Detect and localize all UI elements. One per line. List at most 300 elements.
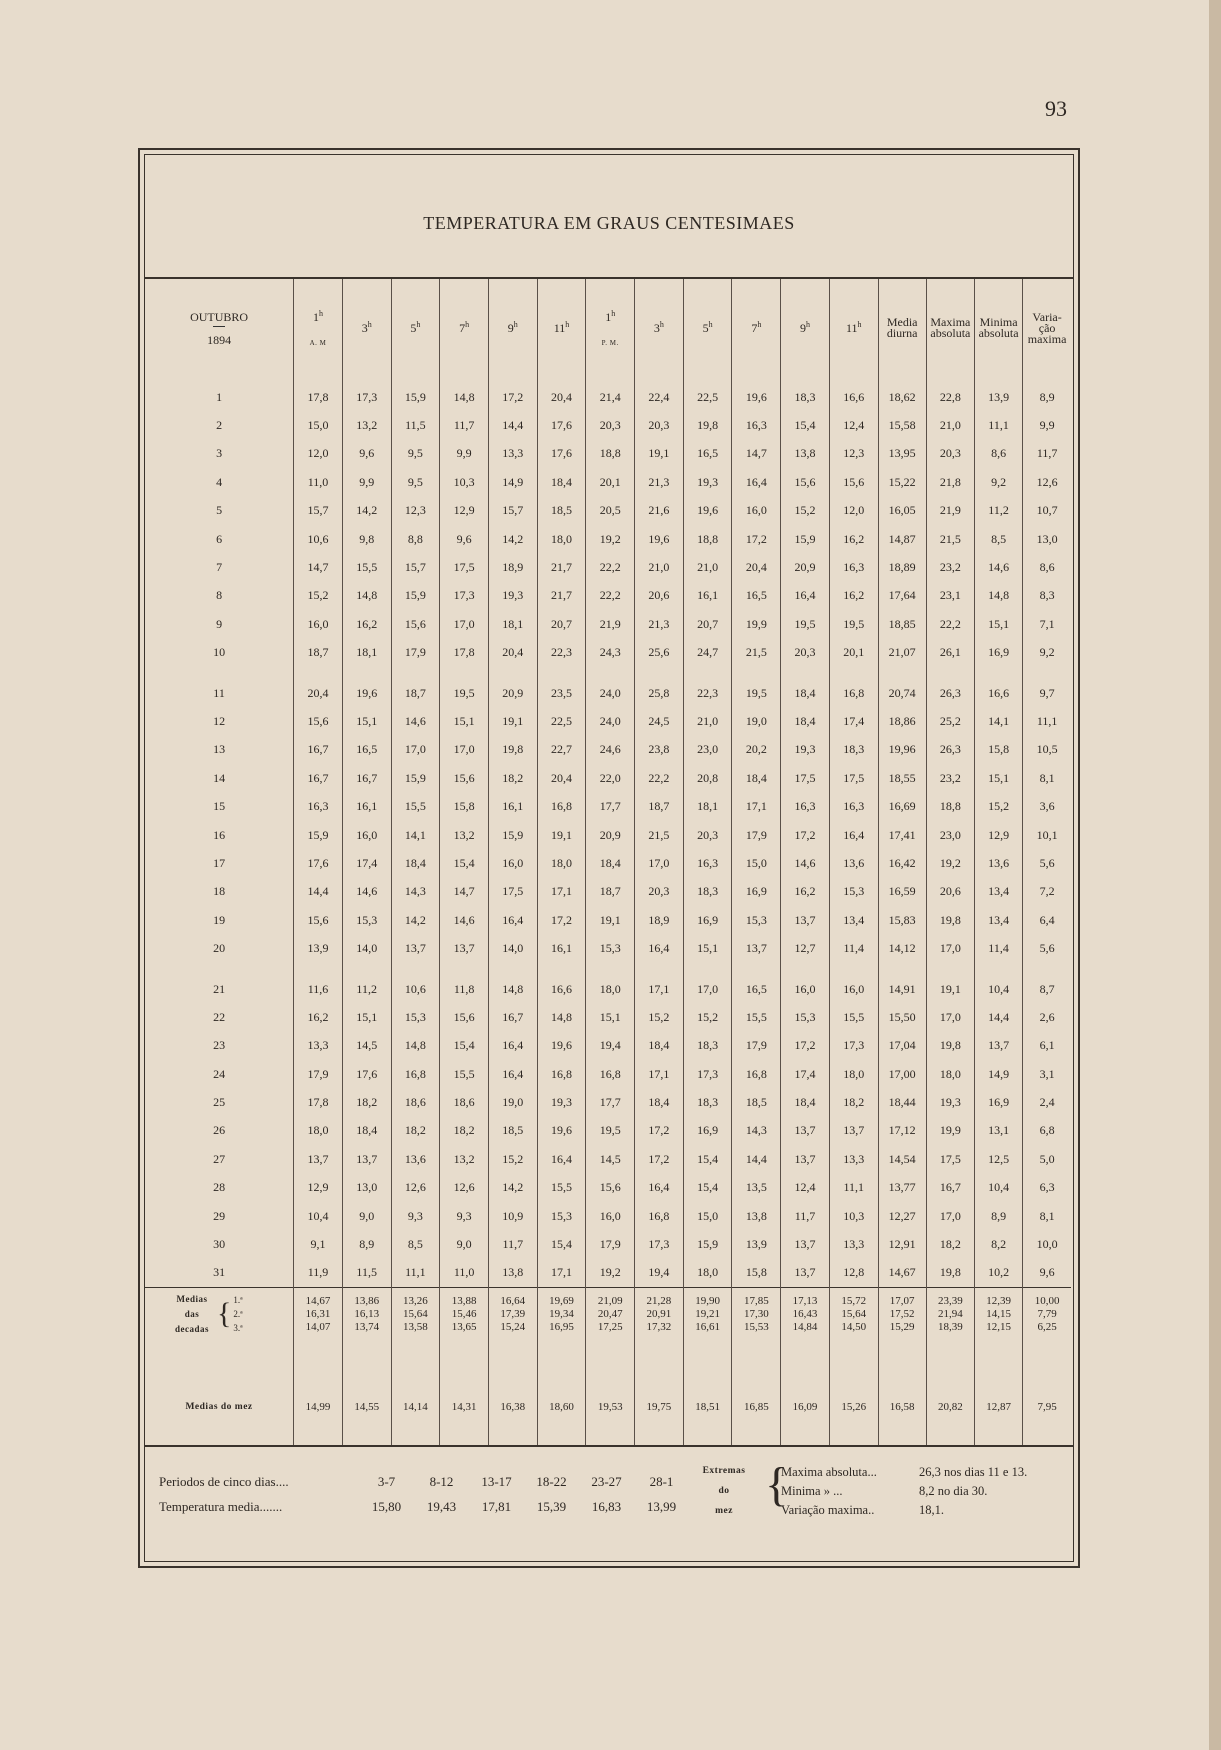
value-cell: 16,6 [829, 377, 878, 411]
value-cell: 19,3 [683, 468, 732, 496]
value-cell: 15,9 [488, 821, 537, 849]
value-cell: 21,5 [635, 821, 684, 849]
value-cell: 16,0 [781, 975, 830, 1003]
value-cell: 22,5 [683, 377, 732, 411]
value-cell: 9,6 [1023, 1259, 1071, 1288]
value-cell: 14,8 [440, 377, 489, 411]
value-cell: 18,85 [878, 610, 926, 638]
period-temperature: 15,80 [371, 1499, 402, 1514]
value-cell: 16,8 [829, 679, 878, 707]
value-cell: 15,4 [781, 411, 830, 439]
day-cell: 21 [213, 981, 226, 996]
value-cell: 18,4 [781, 1088, 830, 1116]
value-cell: 14,1 [974, 707, 1022, 735]
value-cell: 10,9 [488, 1202, 537, 1230]
value-cell: 17,8 [294, 377, 343, 411]
value-cell: 20,4 [537, 764, 586, 792]
value-cell: 16,0 [732, 497, 781, 525]
value-cell: 15,8 [732, 1259, 781, 1288]
hour-suffix: h [757, 320, 762, 329]
table-row [145, 878, 1071, 906]
table-row [145, 849, 1071, 877]
value-cell: 18,7 [294, 639, 343, 667]
table-row [145, 975, 1071, 1003]
decade-mean-value: 15,64 [841, 1307, 867, 1320]
value-cell: 18,5 [537, 497, 586, 525]
decade-mean-value: 20,91 [646, 1307, 672, 1320]
value-cell: 14,9 [488, 468, 537, 496]
month-mean-value: 14,55 [342, 1340, 391, 1446]
table-row [145, 582, 1071, 610]
value-cell: 11,2 [342, 975, 391, 1003]
value-cell: 6,8 [1023, 1117, 1071, 1145]
value-cell: 10,4 [974, 1174, 1022, 1202]
value-cell: 13,7 [781, 906, 830, 934]
period-value: 23-27 [591, 1474, 622, 1489]
decade-mean-value: 17,39 [500, 1307, 526, 1320]
value-cell: 17,9 [732, 1032, 781, 1060]
value-cell: 18,5 [732, 1088, 781, 1116]
page-number: 93 [1045, 96, 1067, 121]
decade-mean-cell [1023, 1288, 1071, 1341]
decade-mean-value: 21,09 [597, 1294, 623, 1307]
value-cell: 18,0 [926, 1060, 974, 1088]
value-cell: 15,8 [440, 792, 489, 820]
decade-mean-value: 13,74 [354, 1320, 380, 1333]
month-mean-value: 18,51 [683, 1340, 732, 1446]
decade-mean-value: 10,00 [1034, 1294, 1060, 1307]
gap-cell [878, 667, 926, 679]
value-cell: 18,9 [488, 553, 537, 581]
value-cell: 13,8 [732, 1202, 781, 1230]
value-cell: 23,8 [635, 736, 684, 764]
value-cell: 9,0 [342, 1202, 391, 1230]
value-cell: 15,58 [878, 411, 926, 439]
value-cell: 19,5 [829, 610, 878, 638]
value-cell: 21,07 [878, 639, 926, 667]
value-cell: 8,8 [391, 525, 440, 553]
value-cell: 18,8 [586, 440, 635, 468]
value-cell: 13,7 [294, 1145, 343, 1173]
value-cell: 18,3 [683, 1032, 732, 1060]
value-cell: 10,2 [974, 1259, 1022, 1288]
decade-mean-value: 23,39 [938, 1294, 963, 1307]
decade-mean-value: 16,43 [792, 1307, 818, 1320]
value-cell: 23,0 [926, 821, 974, 849]
value-cell: 26,3 [926, 679, 974, 707]
gap-cell [294, 667, 343, 679]
hour-label: 9 [800, 321, 807, 335]
decade-mean-value: 16,13 [354, 1307, 380, 1320]
stat-header-line: Varia- [1032, 309, 1062, 324]
value-cell: 21,5 [926, 525, 974, 553]
extremes-label-word: mez [715, 1506, 733, 1516]
value-cell: 16,3 [732, 411, 781, 439]
value-cell: 19,6 [683, 497, 732, 525]
stat-header [878, 279, 926, 377]
value-cell: 17,1 [732, 792, 781, 820]
value-cell: 16,4 [781, 582, 830, 610]
value-cell: 17,1 [537, 1259, 586, 1288]
value-cell: 21,4 [586, 377, 635, 411]
value-cell: 17,4 [342, 849, 391, 877]
period-value: 28-1 [649, 1474, 674, 1489]
value-cell: 16,6 [537, 975, 586, 1003]
value-cell: 16,0 [294, 610, 343, 638]
day-cell: 30 [213, 1237, 226, 1252]
value-cell: 11,1 [391, 1259, 440, 1288]
gap-cell [926, 667, 974, 679]
value-cell: 16,42 [878, 849, 926, 877]
value-cell: 12,3 [391, 497, 440, 525]
value-cell: 16,1 [683, 582, 732, 610]
day-cell: 22 [213, 1009, 226, 1024]
decade-mean-value: 14,50 [841, 1320, 867, 1333]
table-row [145, 1259, 1071, 1288]
month-mean-value: 19,53 [586, 1340, 635, 1446]
day-cell: 10 [213, 645, 226, 660]
decade-mean-cell [974, 1288, 1022, 1341]
value-cell: 9,3 [440, 1202, 489, 1230]
value-cell: 8,5 [391, 1230, 440, 1258]
value-cell: 8,2 [974, 1230, 1022, 1258]
value-cell: 20,8 [683, 764, 732, 792]
value-cell: 11,4 [974, 934, 1022, 962]
value-cell: 9,6 [440, 525, 489, 553]
value-cell: 22,2 [586, 582, 635, 610]
hour-label: 1 [605, 310, 612, 324]
value-cell: 15,3 [537, 1202, 586, 1230]
table-row [145, 821, 1071, 849]
value-cell: 19,1 [586, 906, 635, 934]
value-cell: 16,4 [635, 934, 684, 962]
value-cell: 9,9 [342, 468, 391, 496]
header-row [145, 279, 1071, 377]
value-cell: 9,6 [342, 440, 391, 468]
value-cell: 13,7 [781, 1117, 830, 1145]
decade-mean-cell [488, 1288, 537, 1341]
value-cell: 18,89 [878, 553, 926, 581]
value-cell: 18,2 [342, 1088, 391, 1116]
decade-mean-value: 16,61 [695, 1320, 720, 1333]
value-cell: 16,3 [294, 792, 343, 820]
table-row [145, 1088, 1071, 1116]
value-cell: 18,3 [781, 377, 830, 411]
table-row [145, 707, 1071, 735]
value-cell: 12,0 [294, 440, 343, 468]
value-cell: 17,41 [878, 821, 926, 849]
value-cell: 16,3 [829, 553, 878, 581]
value-cell: 9,5 [391, 468, 440, 496]
decade-mean-value: 14,67 [305, 1294, 331, 1307]
value-cell: 14,8 [537, 1003, 586, 1031]
value-cell: 18,4 [732, 764, 781, 792]
value-cell: 13,4 [829, 906, 878, 934]
stat-header [1023, 279, 1071, 377]
value-cell: 18,7 [391, 679, 440, 707]
value-cell: 9,9 [440, 440, 489, 468]
value-cell: 15,3 [391, 1003, 440, 1031]
value-cell: 8,1 [1023, 764, 1071, 792]
value-cell: 11,9 [294, 1259, 343, 1288]
hour-suffix: h [659, 320, 664, 329]
gap-cell [1023, 667, 1071, 679]
decade-means-label [145, 1288, 294, 1341]
value-cell: 3,1 [1023, 1060, 1071, 1088]
day-cell: 14 [213, 770, 226, 785]
day-cell: 29 [213, 1208, 226, 1223]
value-cell: 10,7 [1023, 497, 1071, 525]
value-cell: 15,5 [440, 1060, 489, 1088]
period-value: 3-7 [377, 1474, 396, 1489]
value-cell: 19,5 [586, 1117, 635, 1145]
extremes-brace: { [765, 1458, 789, 1511]
day-cell: 24 [213, 1066, 226, 1081]
value-cell: 15,8 [974, 736, 1022, 764]
table-row [145, 610, 1071, 638]
value-cell: 13,6 [974, 849, 1022, 877]
day-cell: 27 [213, 1151, 226, 1166]
value-cell: 18,4 [781, 707, 830, 735]
value-cell: 21,3 [635, 468, 684, 496]
value-cell: 16,5 [683, 440, 732, 468]
value-cell: 17,0 [926, 1202, 974, 1230]
decade-mean-cell [926, 1288, 974, 1341]
value-cell: 9,5 [391, 440, 440, 468]
value-cell: 17,5 [488, 878, 537, 906]
decade-label-word: Medias [176, 1293, 208, 1304]
value-cell: 11,7 [488, 1230, 537, 1258]
value-cell: 6,1 [1023, 1032, 1071, 1060]
value-cell: 18,0 [537, 849, 586, 877]
value-cell: 14,5 [586, 1145, 635, 1173]
value-cell: 13,7 [974, 1032, 1022, 1060]
value-cell: 16,59 [878, 878, 926, 906]
value-cell: 9,1 [294, 1230, 343, 1258]
value-cell: 19,4 [635, 1259, 684, 1288]
value-cell: 17,3 [440, 582, 489, 610]
value-cell: 9,2 [1023, 639, 1071, 667]
value-cell: 19,6 [635, 525, 684, 553]
day-cell: 5 [216, 503, 223, 518]
extreme-label: Minima » ... [781, 1484, 843, 1498]
value-cell: 19,96 [878, 736, 926, 764]
gap-cell [732, 963, 781, 975]
gap-cell [537, 667, 586, 679]
gap-cell [440, 963, 489, 975]
value-cell: 15,9 [294, 821, 343, 849]
value-cell: 15,4 [440, 1032, 489, 1060]
footer-rule [145, 1445, 1073, 1447]
table-row [145, 440, 1071, 468]
value-cell: 15,9 [391, 582, 440, 610]
value-cell: 16,9 [974, 1088, 1022, 1116]
decade-mean-value: 17,07 [889, 1294, 915, 1307]
month-mean-value: 14,31 [440, 1340, 489, 1446]
value-cell: 15,5 [829, 1003, 878, 1031]
value-cell: 17,0 [683, 975, 732, 1003]
decade-mean-value: 15,72 [841, 1294, 867, 1307]
value-cell: 15,6 [440, 1003, 489, 1031]
value-cell: 16,5 [732, 582, 781, 610]
value-cell: 16,1 [488, 792, 537, 820]
value-cell: 11,7 [440, 411, 489, 439]
value-cell: 15,7 [391, 553, 440, 581]
value-cell: 17,8 [440, 639, 489, 667]
hour-header [683, 279, 732, 377]
decade-mean-value: 21,94 [938, 1307, 963, 1320]
value-cell: 22,4 [635, 377, 684, 411]
gap-cell [1023, 963, 1071, 975]
value-cell: 17,7 [586, 1088, 635, 1116]
value-cell: 16,4 [635, 1174, 684, 1202]
value-cell: 19,1 [926, 975, 974, 1003]
hour-header [391, 279, 440, 377]
value-cell: 20,2 [732, 736, 781, 764]
value-cell: 20,9 [488, 679, 537, 707]
value-cell: 23,5 [537, 679, 586, 707]
day-cell: 19 [213, 912, 226, 927]
month-means-label: Medias do mez [185, 1402, 253, 1413]
value-cell: 14,5 [342, 1032, 391, 1060]
decade-mean-value: 15,29 [889, 1320, 915, 1333]
value-cell: 15,3 [342, 906, 391, 934]
decade-mean-cell [586, 1288, 635, 1341]
value-cell: 16,2 [829, 582, 878, 610]
value-cell: 16,0 [488, 849, 537, 877]
value-cell: 14,7 [732, 440, 781, 468]
gap-cell [294, 963, 343, 975]
hour-period: P. M. [601, 339, 619, 347]
hour-suffix: h [416, 320, 421, 329]
gap-cell [488, 667, 537, 679]
value-cell: 21,7 [537, 553, 586, 581]
value-cell: 19,6 [537, 1117, 586, 1145]
value-cell: 21,6 [635, 497, 684, 525]
value-cell: 15,4 [683, 1145, 732, 1173]
gap-cell [878, 963, 926, 975]
table-row [145, 411, 1071, 439]
value-cell: 5,6 [1023, 934, 1071, 962]
decade-mean-value: 17,32 [646, 1320, 672, 1333]
day-cell: 1 [216, 389, 223, 404]
gap-cell [488, 963, 537, 975]
value-cell: 19,8 [683, 411, 732, 439]
value-cell: 18,1 [683, 792, 732, 820]
day-cell: 26 [213, 1123, 226, 1138]
hour-label: 9 [507, 321, 514, 335]
value-cell: 17,2 [781, 821, 830, 849]
value-cell: 18,62 [878, 377, 926, 411]
month-name: OUTUBRO [190, 309, 249, 324]
value-cell: 18,2 [926, 1230, 974, 1258]
value-cell: 16,7 [926, 1174, 974, 1202]
value-cell: 26,1 [926, 639, 974, 667]
decade-mean-cell [829, 1288, 878, 1341]
value-cell: 16,9 [683, 1117, 732, 1145]
table-row [145, 1174, 1071, 1202]
value-cell: 16,4 [537, 1145, 586, 1173]
value-cell: 10,4 [294, 1202, 343, 1230]
value-cell: 17,2 [537, 906, 586, 934]
extreme-value: 18,1. [919, 1503, 944, 1517]
value-cell: 10,6 [294, 525, 343, 553]
extremes-label [689, 1461, 759, 1521]
value-cell: 16,0 [586, 1202, 635, 1230]
decade-mean-value: 17,85 [743, 1294, 769, 1307]
value-cell: 12,5 [974, 1145, 1022, 1173]
value-cell: 11,1 [1023, 707, 1071, 735]
decade-mean-value: 13,86 [354, 1294, 380, 1307]
table-row [145, 497, 1071, 525]
value-cell: 15,50 [878, 1003, 926, 1031]
temperature-table [145, 279, 1071, 1446]
period-value: 18-22 [536, 1474, 567, 1489]
value-cell: 10,5 [1023, 736, 1071, 764]
gap-cell [391, 963, 440, 975]
month-mean-value: 12,87 [974, 1340, 1022, 1446]
value-cell: 15,1 [683, 934, 732, 962]
table-row [145, 1230, 1071, 1258]
decade-mean-value: 15,24 [500, 1320, 526, 1333]
value-cell: 16,7 [294, 764, 343, 792]
table-row [145, 1145, 1071, 1173]
extremes-label-word: do [718, 1486, 730, 1496]
day-cell: 12 [213, 713, 226, 728]
stat-header-line: diurna [886, 326, 918, 340]
value-cell: 21,9 [586, 610, 635, 638]
value-cell: 17,9 [294, 1060, 343, 1088]
extreme-label: Variação maxima.. [781, 1503, 875, 1517]
value-cell: 20,4 [732, 553, 781, 581]
value-cell: 25,2 [926, 707, 974, 735]
value-cell: 21,0 [926, 411, 974, 439]
value-cell: 12,7 [781, 934, 830, 962]
gap-cell [145, 963, 294, 975]
table-row [145, 553, 1071, 581]
hour-header [635, 279, 684, 377]
value-cell: 16,4 [829, 821, 878, 849]
value-cell: 12,9 [974, 821, 1022, 849]
value-cell: 3,6 [1023, 792, 1071, 820]
hour-header [732, 279, 781, 377]
decade-mean-value: 7,79 [1037, 1307, 1057, 1320]
temperature-label: Temperatura media....... [159, 1499, 283, 1514]
value-cell: 20,7 [683, 610, 732, 638]
value-cell: 15,5 [732, 1003, 781, 1031]
value-cell: 15,2 [635, 1003, 684, 1031]
decade-mean-cell [537, 1288, 586, 1341]
value-cell: 17,5 [926, 1145, 974, 1173]
value-cell: 19,3 [488, 582, 537, 610]
value-cell: 9,2 [974, 468, 1022, 496]
gap-cell [829, 963, 878, 975]
value-cell: 11,8 [440, 975, 489, 1003]
value-cell: 15,5 [391, 792, 440, 820]
gap-cell [342, 963, 391, 975]
value-cell: 8,6 [974, 440, 1022, 468]
gap-cell [635, 667, 684, 679]
value-cell: 15,9 [391, 377, 440, 411]
value-cell: 16,4 [732, 468, 781, 496]
value-cell: 25,8 [635, 679, 684, 707]
value-cell: 12,6 [440, 1174, 489, 1202]
value-cell: 11,5 [342, 1259, 391, 1288]
decade-mean-value: 20,47 [597, 1307, 623, 1320]
value-cell: 16,4 [488, 906, 537, 934]
decade-mean-value: 21,28 [646, 1294, 672, 1307]
value-cell: 9,0 [440, 1230, 489, 1258]
